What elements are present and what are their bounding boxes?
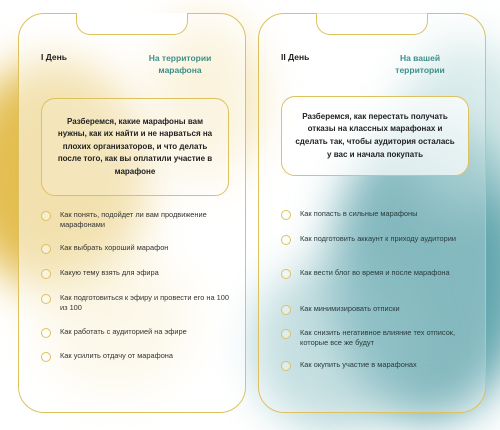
list-item-text: Как снизить негативное влияние тех отписок, которые все же будут [300, 328, 456, 348]
list-item-text: Как вести блог во время и после марафона [300, 268, 450, 277]
bullet-circle-icon [41, 352, 51, 362]
list-item [41, 268, 231, 279]
list-item [281, 360, 471, 371]
bullet-circle-icon [41, 328, 51, 338]
bullet-circle-icon [41, 211, 51, 221]
list-item-text: Как попасть в сильные марафоны [300, 209, 418, 218]
bullet-circle-icon [281, 361, 291, 371]
bullet-circle-icon [281, 210, 291, 220]
list-item-text: Какую тему взять для эфира [60, 268, 159, 277]
list-item-text: Как подготовить аккаунт к приходу аудитории [300, 234, 457, 243]
day-title: II День [281, 52, 310, 62]
bullet-circle-icon [41, 244, 51, 254]
list-item-text: Как усилить отдачу от марафона [60, 351, 173, 360]
list-item [41, 351, 231, 362]
day-one-card [18, 13, 246, 413]
list-item [41, 293, 231, 314]
day-two-card [258, 13, 486, 413]
list-item-text: Как работать с аудиторией на эфире [60, 327, 187, 336]
list-item [41, 210, 231, 231]
location-label: На территории марафона [148, 53, 212, 75]
list-item-text: Как подготовиться к эфиру и провести его на 100 из 100 [60, 293, 229, 313]
list-item-text: Как понять, подойдет ли вам продвижение марафонами [60, 210, 207, 230]
list-item [41, 327, 231, 338]
list-item [281, 234, 471, 245]
summary-box [41, 98, 229, 196]
day-title: I День [41, 52, 67, 62]
summary-text: Разберемся, как перестать получать отказы на классных марафонах и сделать так, чтобы аудитория осталась у вас и начала покупать [295, 111, 455, 159]
summary-text: Разберемся, какие марафоны вам нужны, как их найти и не нарваться на плохих организаторов, и что делать после того, как вы оплатили участие в марафоне [57, 116, 213, 176]
phone-notch [76, 13, 188, 35]
bullet-circle-icon [41, 294, 51, 304]
bullet-circle-icon [281, 305, 291, 315]
bullet-circle-icon [281, 329, 291, 339]
list-item-text: Как выбрать хороший марафон [60, 243, 169, 252]
summary-box [281, 96, 469, 176]
location-label: На вашей территории [395, 53, 445, 75]
phone-notch [316, 13, 428, 35]
bullet-circle-icon [41, 269, 51, 279]
list-item [281, 304, 471, 315]
list-item [281, 209, 471, 220]
list-item [281, 328, 471, 349]
list-item-text: Как окупить участие в марафонах [300, 360, 417, 369]
list-item [281, 268, 471, 279]
list-item-text: Как минимизировать отписки [300, 304, 400, 313]
list-item [41, 243, 231, 254]
bullet-circle-icon [281, 269, 291, 279]
bullet-circle-icon [281, 235, 291, 245]
